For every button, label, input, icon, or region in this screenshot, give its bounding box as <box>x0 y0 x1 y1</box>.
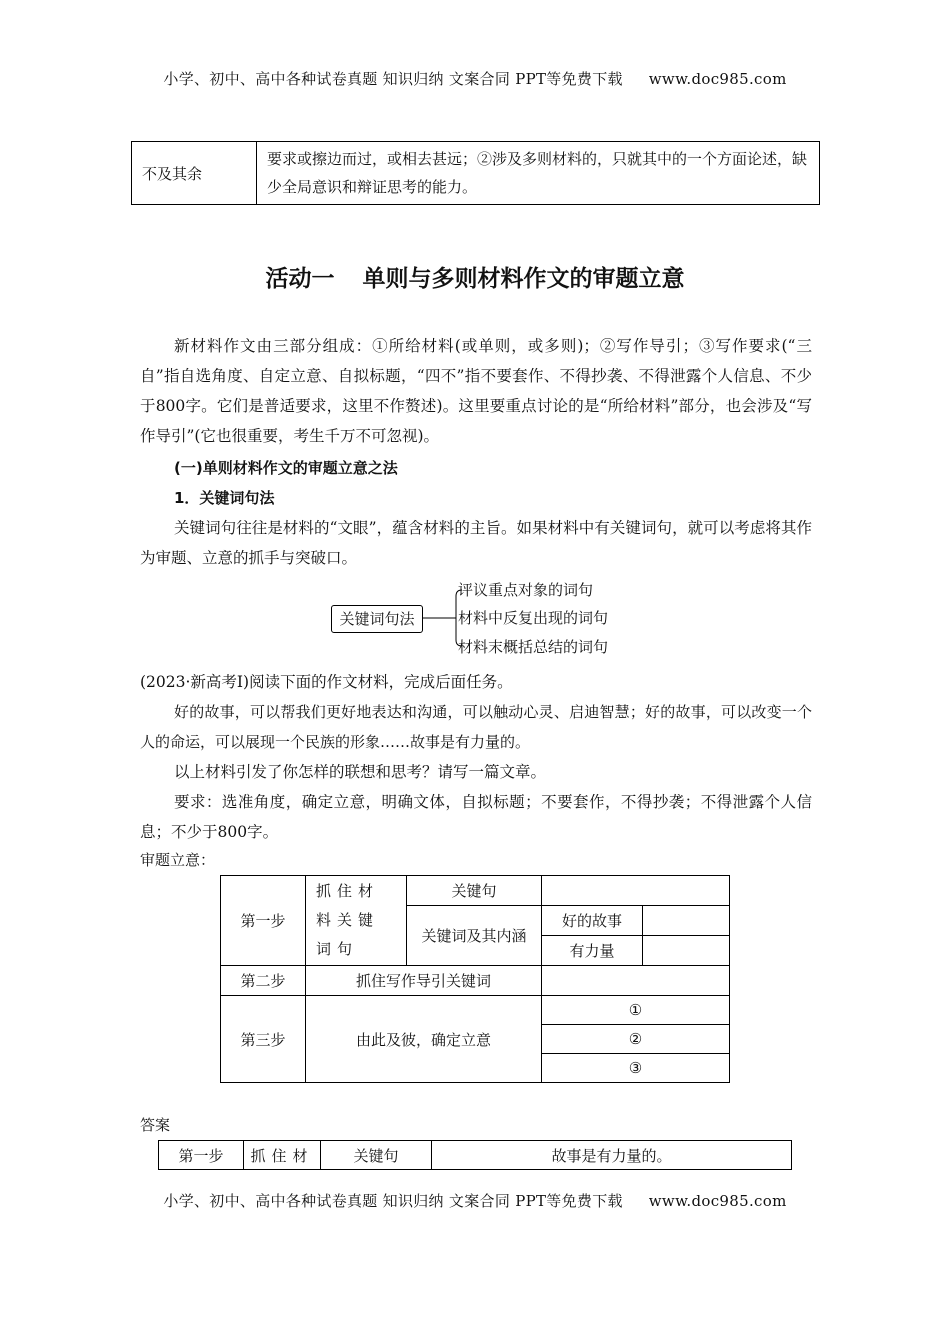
answer-value: 故事是有力量的。 <box>432 1141 792 1170</box>
top-table <box>131 141 820 205</box>
key-sentence-blank[interactable] <box>542 876 730 906</box>
writing-prompt: 以上材料引发了你怎样的联想和思考？请写一篇文章。 <box>174 763 547 781</box>
key-word-2-blank[interactable] <box>643 936 730 966</box>
answer-grab: 抓住材 <box>244 1141 321 1170</box>
diagram-item: 材料中反复出现的词句 <box>458 609 609 627</box>
top-table-content: 要求或擦边而过，或相去甚远；②涉及多则材料的，只就其中的一个方面论述，缺少全局意识和辩证思考的能力。 <box>257 142 820 205</box>
step2-text: 抓住写作导引关键词 <box>306 966 542 996</box>
analysis-table <box>220 875 730 1083</box>
key-sentence-label: 关键句 <box>407 876 542 906</box>
step3-cell: 第三步 <box>221 996 306 1083</box>
writing-requirements: 要求：选准角度，确定立意，明确文体，自拟标题；不要套作，不得抄袭；不得泄露个人信息；不少于800字。 <box>140 793 812 841</box>
answer-label: 答案 <box>140 1116 171 1134</box>
key-words-label: 关键词及其内涵 <box>407 906 542 966</box>
material-text: 好的故事，可以帮我们更好地表达和沟通，可以触动心灵、启迪智慧；好的故事，可以改变一个人的命运，可以展现一个民族的形象……故事是有力量的。 <box>140 703 812 751</box>
answer-step1: 第一步 <box>159 1141 244 1170</box>
diagram-item: 评议重点对象的词句 <box>458 581 594 599</box>
subsection-heading: 1．关键词句法 <box>174 489 275 507</box>
answer-table <box>158 1140 792 1170</box>
key-word-1-blank[interactable] <box>643 906 730 936</box>
answer-key-sentence: 关键句 <box>321 1141 432 1170</box>
step1-cell: 第一步 <box>221 876 306 966</box>
grab-cell: 抓住材料关键词句 <box>306 876 407 966</box>
idea-2[interactable]: ② <box>542 1025 730 1054</box>
header-site[interactable]: www.doc985.com <box>648 70 787 88</box>
step2-blank[interactable] <box>542 966 730 996</box>
diagram-item: 材料末概括总结的词句 <box>458 638 609 656</box>
top-table-label: 不及其余 <box>132 142 257 205</box>
page-title: 活动一 单则与多则材料作文的审题立意 <box>265 266 685 292</box>
idea-1[interactable]: ① <box>542 996 730 1025</box>
page-footer: 小学、初中、高中各种试卷真题 知识归纳 文案合同 PPT等免费下载 www.doc985.com <box>163 1192 787 1210</box>
key-word-1: 好的故事 <box>542 906 643 936</box>
exam-source: (2023·新高考Ⅰ)阅读下面的作文材料，完成后面任务。 <box>140 673 513 691</box>
step3-text: 由此及彼，确定立意 <box>306 996 542 1083</box>
key-word-2: 有力量 <box>542 936 643 966</box>
idea-3[interactable]: ③ <box>542 1054 730 1083</box>
step2-cell: 第二步 <box>221 966 306 996</box>
section-heading: (一)单则材料作文的审题立意之法 <box>174 459 398 477</box>
diagram-root: 关键词句法 <box>331 605 423 633</box>
diagram-bracket <box>422 580 462 660</box>
page-header: 小学、初中、高中各种试卷真题 知识归纳 文案合同 PPT等免费下载 www.doc985.com <box>163 70 787 88</box>
footer-site[interactable]: www.doc985.com <box>648 1192 787 1210</box>
analysis-label: 审题立意： <box>140 851 216 869</box>
intro-paragraph: 新材料作文由三部分组成：①所给材料(或单则，或多则)；②写作导引；③写作要求(“三自”指自选角度、自定立意、自拟标题，“四不”指不要套作、不得抄袭、不得泄露个人信息、不少于800字。它们是普适要求，这里不作赘述)。这里要重点讨论的是“所给材料”部分，也会涉及“写作导引”(它也很重要，考生千万不可忽视)。 <box>140 337 812 445</box>
subsection-text: 关键词句往往是材料的“文眼”，蕴含材料的主旨。如果材料中有关键词句，就可以考虑将其作为审题、立意的抓手与突破口。 <box>140 519 812 567</box>
